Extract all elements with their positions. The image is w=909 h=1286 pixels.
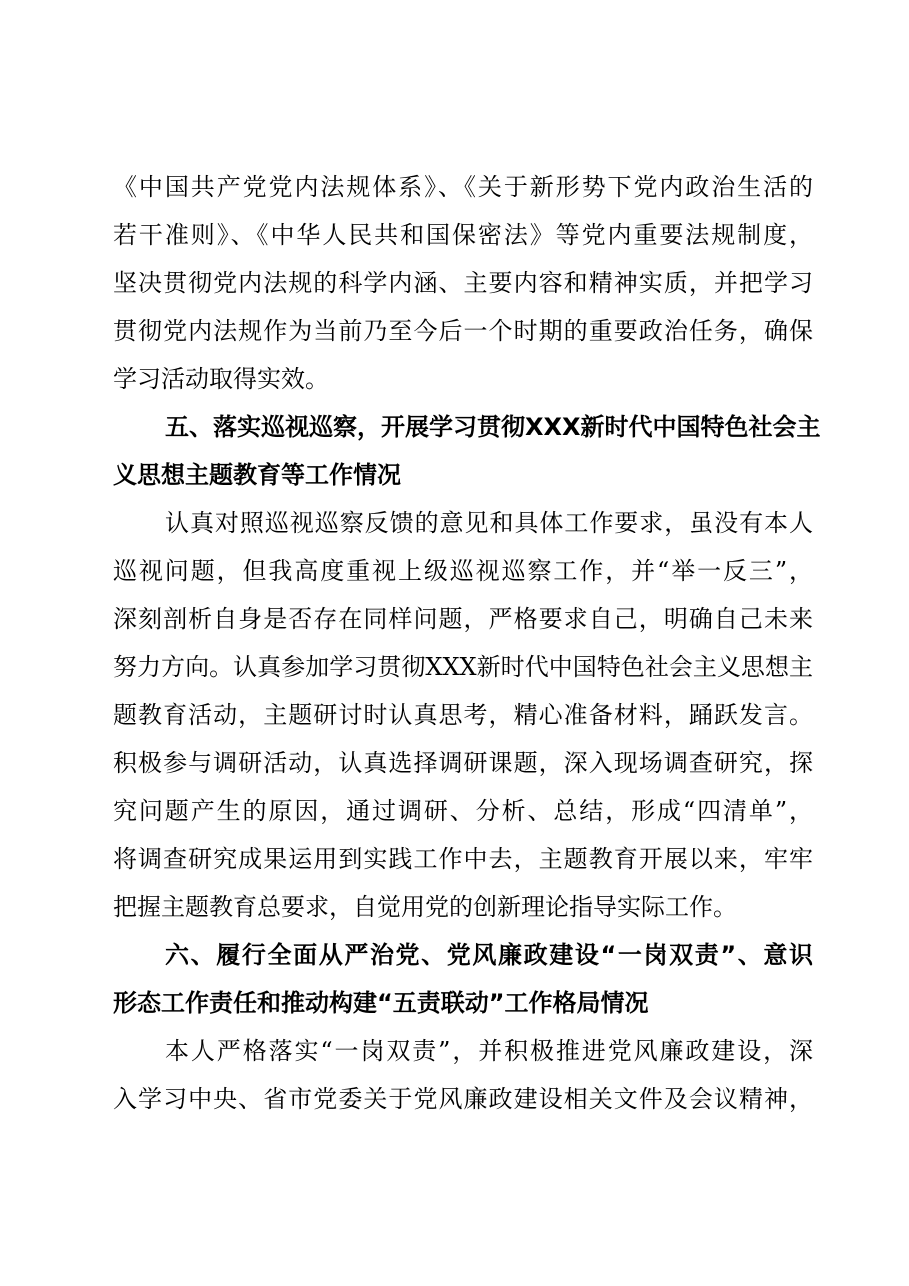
section-heading-five [113,403,821,499]
paragraph-line: 究问题产生的原因，通过调研、分析、总结，形成“四清单”， [113,797,813,825]
paragraph-line: 题教育活动，主题研讨时认真思考，精心准备材料，踊跃发言。 [113,701,813,729]
heading-line: 形态工作责任和推动构建“五责联动”工作格局情况 [113,989,649,1017]
paragraph-regulations-study [113,163,813,403]
paragraph-line: 入学习中央、省市党委关于党风廉政建设相关文件及会议精神， [113,1085,813,1113]
paragraph-line: 努力方向。认真参加学习贯彻XXX新时代中国特色社会主义思想主 [113,653,813,681]
paragraph-line: 贯彻党内法规作为当前乃至今后一个时期的重要政治任务，确保 [113,317,813,345]
section-heading-six [113,931,813,1027]
paragraph-line: 深刻剖析自身是否存在同样问题，严格要求自己，明确自己未来 [113,605,813,633]
paragraph-line: 坚决贯彻党内法规的科学内涵、主要内容和精神实质，并把学习 [113,269,813,297]
heading-line: 五、落实巡视巡察，开展学习贯彻XXX新时代中国特色社会主 [165,413,821,441]
paragraph-line: 巡视问题，但我高度重视上级巡视巡察工作，并“举一反三”， [113,557,813,585]
paragraph-line: 《中国共产党党内法规体系》、《关于新形势下党内政治生活的 [113,173,813,201]
paragraph-line: 本人严格落实“一岗双责”，并积极推进党风廉政建设，深 [165,1037,813,1065]
paragraph-line: 积极参与调研活动，认真选择调研课题，深入现场调查研究，探 [113,749,813,777]
paragraph-line: 学习活动取得实效。 [113,365,329,393]
paragraph-line: 若干准则》、《中华人民共和国保密法》等党内重要法规制度， [113,221,813,249]
paragraph-inspection-work [113,499,813,931]
document-body [113,163,821,1123]
heading-line: 义思想主题教育等工作情况 [113,461,401,489]
paragraph-line: 将调查研究成果运用到实践工作中去，主题教育开展以来，牢牢 [113,845,813,873]
heading-line: 六、履行全面从严治党、党风廉政建设“一岗双责”、意识 [165,941,813,969]
paragraph-line: 认真对照巡视巡察反馈的意见和具体工作要求，虽没有本人 [165,509,813,537]
paragraph-line: 把握主题教育总要求，自觉用党的创新理论指导实际工作。 [113,893,737,921]
paragraph-integrity-responsibility [113,1027,813,1123]
